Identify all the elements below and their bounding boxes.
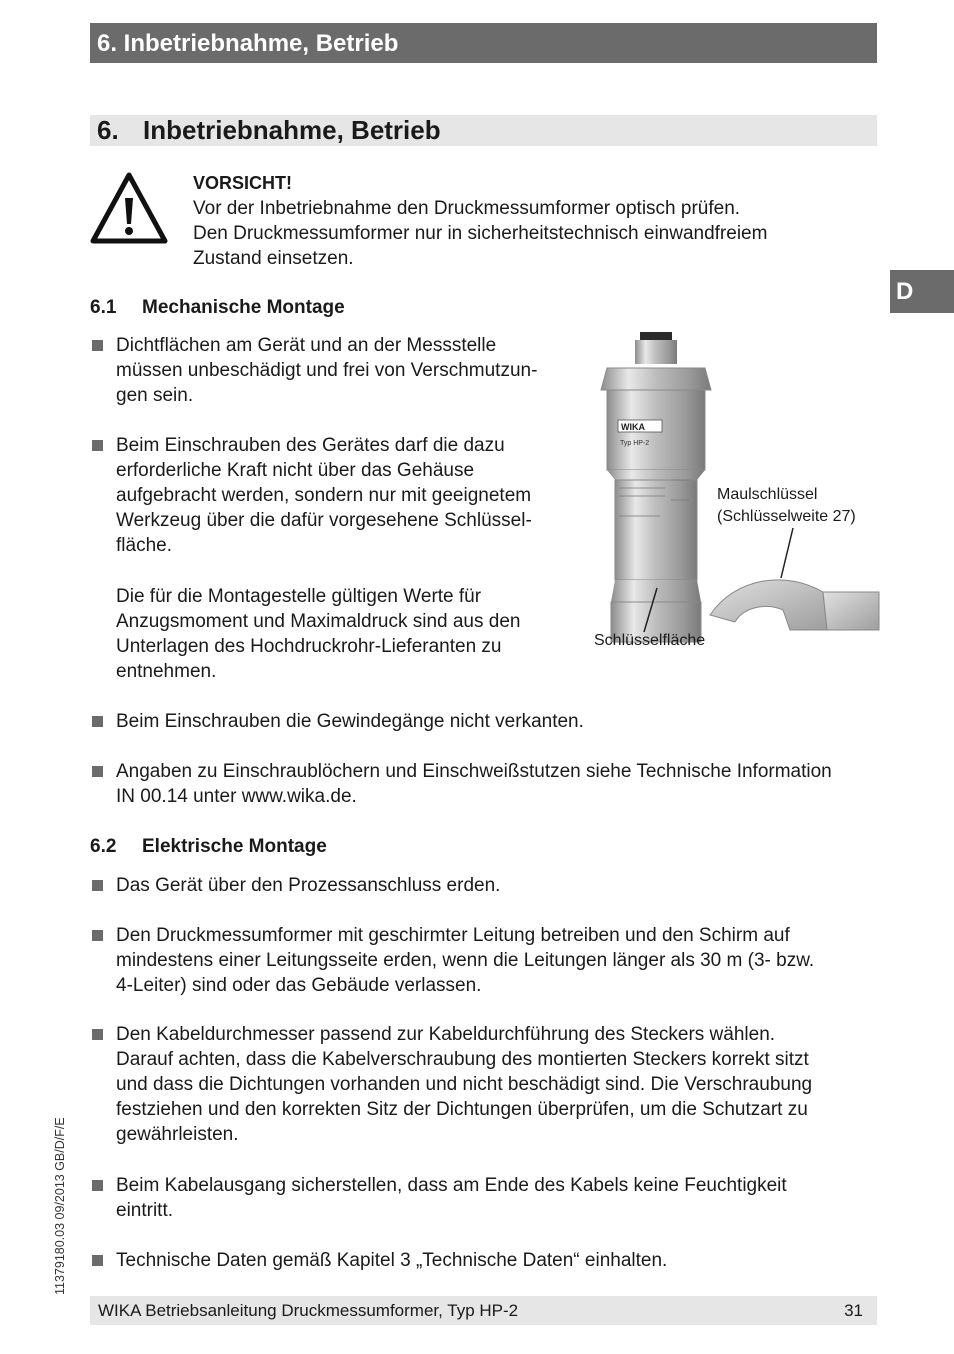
section-title: Inbetriebnahme, Betrieb (143, 115, 441, 145)
bullet-square-icon (92, 1255, 103, 1266)
caution-title: VORSICHT! (193, 173, 292, 193)
bullet-square-icon (92, 340, 103, 351)
language-tab: D (890, 270, 954, 313)
device-brand-text: WIKA (621, 422, 645, 432)
list-item: Beim Kabelausgang sicherstellen, dass am Ende des Kabels keine Feuchtigkeit eintritt. (90, 1173, 877, 1223)
list-item: Technische Daten gemäß Kapitel 3 „Technische Daten“ einhalten. (90, 1248, 877, 1273)
caution-line: Vor der Inbetriebnahme den Druckmessumformer optisch prüfen. (193, 198, 741, 219)
bullet-square-icon (92, 880, 103, 891)
paragraph: Die für die Montagestelle gültigen Werte für Anzugsmoment und Maximaldruck sind aus den Unterlagen des Hochdruckrohr-Lieferanten zu entnehmen. (116, 586, 521, 682)
wrench-label: Maulschlüssel (Schlüsselweite 27) (717, 486, 856, 525)
bullet-square-icon (92, 930, 103, 941)
wrench-flat-label: Schlüsselfläche (594, 632, 706, 649)
list-item: Den Kabeldurchmesser passend zur Kabeldurchführung des Steckers wählen. Darauf achten, dass die Kabelverschraubung des montierten Steckers korrekt sitzt und dass die Dichtungen vorhanden und nicht beschädigt sind. Die Verschraubung festziehen und den korrekten Sitz der Dichtungen überprüfen, um die Schutzart zu gewährleisten. (90, 1022, 877, 1147)
list-item: Beim Einschrauben des Gerätes darf die dazu erforderliche Kraft nicht über das Gehäuse aufgebracht werden, sondern nur mit geeignetem Werkzeug über die dafür vorgesehene Schlüssel- fläche. (90, 433, 580, 558)
list-item: Das Gerät über den Prozessanschluss erden. (90, 873, 877, 898)
list-item: Den Druckmessumformer mit geschirmter Leitung betreiben und den Schirm auf mindestens einer Leitungsseite erden, wenn die Leitungen länger als 30 m (3- bzw. 4-Leiter) sind oder das Gebäude verlassen. (90, 923, 877, 998)
list-item: Beim Einschrauben die Gewindegänge nicht verkanten. (90, 709, 877, 734)
warning-triangle-icon (90, 172, 168, 244)
subsection-heading-6-1 (90, 295, 345, 320)
device-type-text: Typ HP-2 (620, 440, 650, 447)
footer-text: WIKA Betriebsanleitung Druckmessumformer, Typ HP-2 (98, 1301, 519, 1320)
subsection-heading-6-2 (90, 834, 327, 859)
bullet-square-icon (92, 440, 103, 451)
running-header-title: 6. Inbetriebnahme, Betrieb (97, 30, 399, 57)
bullet-square-icon (92, 766, 103, 777)
page-number: 31 (844, 1301, 863, 1320)
list-item: Dichtflächen am Gerät und an der Messstelle müssen unbeschädigt und frei von Verschmutzun- gen sein. (90, 333, 580, 408)
bullet-square-icon (92, 716, 103, 727)
subsection-number: 6.1 (90, 297, 117, 318)
list-item: Angaben zu Einschraublöchern und Einschweißstutzen siehe Technische Information IN 00.14 unter www.wika.de. (90, 759, 890, 809)
caution-block (193, 171, 873, 271)
subsection-title: Elektrische Montage (142, 836, 327, 857)
running-header (90, 23, 877, 63)
caution-line: Zustand einsetzen. (193, 248, 354, 269)
section-number: 6. (97, 115, 119, 145)
subsection-title: Mechanische Montage (142, 297, 345, 318)
subsection-number: 6.2 (90, 836, 117, 857)
page-footer (90, 1296, 877, 1325)
bullet-square-icon (92, 1029, 103, 1040)
caution-line: Den Druckmessumformer nur in sicherheitstechnisch einwandfreiem (193, 223, 768, 244)
section-heading (90, 115, 877, 146)
document-code: 11379180.03 09/2013 GB/D/F/E (53, 1117, 67, 1295)
bullet-square-icon (92, 1180, 103, 1191)
